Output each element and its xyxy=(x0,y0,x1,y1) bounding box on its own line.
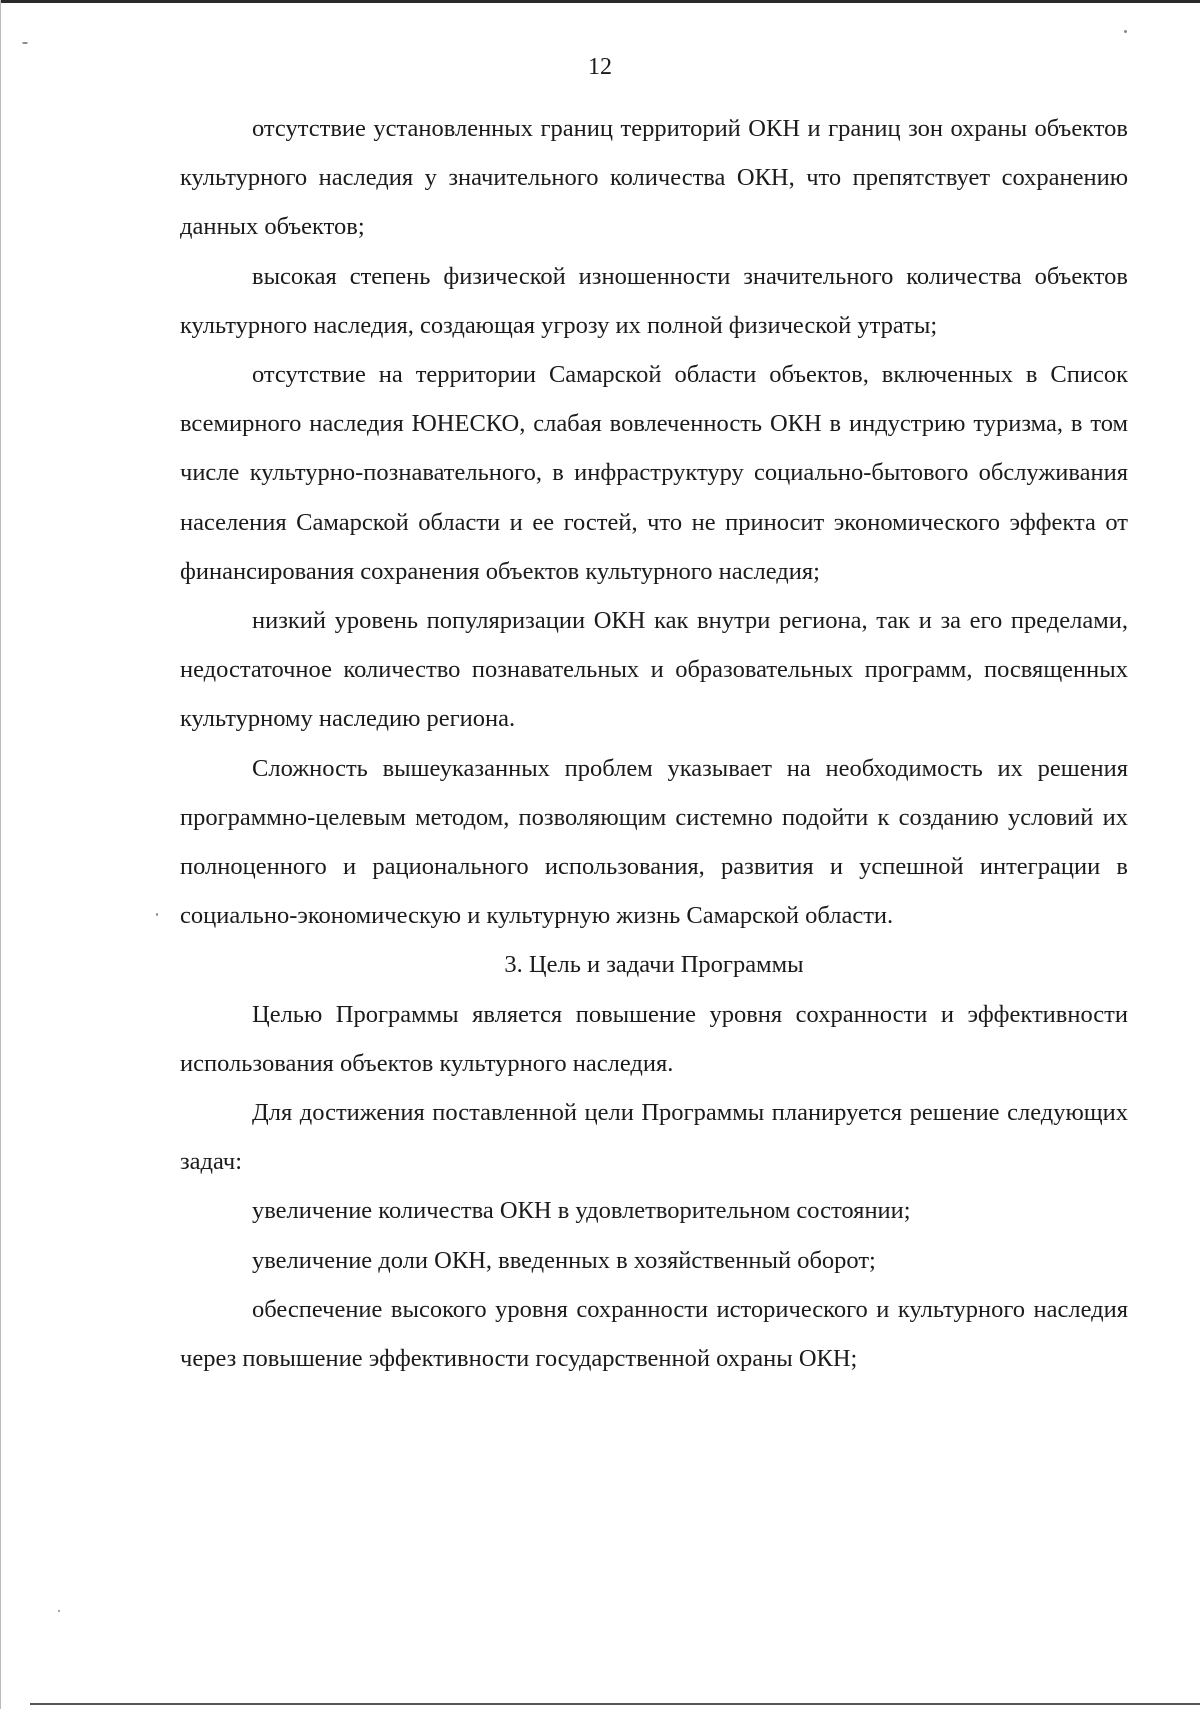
section-heading: 3. Цель и задачи Программы xyxy=(504,951,804,979)
scan-left-edge xyxy=(0,0,1,1709)
scan-speck xyxy=(58,1610,60,1612)
scan-speck xyxy=(156,913,158,916)
list-item: обеспечение высокого уровня сохранности исторического и культурного наследия через повышение эффективности государственной охраны ОКН; xyxy=(180,1295,1128,1373)
paragraph: низкий уровень популяризации ОКН как внутри региона, так и за его пределами, недостаточное количество познавательных и образовательных программ, посвященных культурному наследию региона. xyxy=(180,607,1128,733)
paragraph: отсутствие на территории Самарской области объектов, включенных в Список всемирного наследия ЮНЕСКО, слабая вовлеченность ОКН в индустрию туризма, в том числе культурно-познавательного, в инфраструктуру социально-бытового обслуживания населения Самарской области и ее гостей, что не приносит экономического эффекта от финансирования сохранения объектов культурного наследия; xyxy=(180,361,1128,585)
page-number: 12 xyxy=(588,54,612,80)
document-text xyxy=(180,104,1128,1383)
paragraph: Целью Программы является повышение уровня сохранности и эффективности использования объектов культурного наследия. xyxy=(180,1000,1128,1077)
list-item: увеличение количества ОКН в удовлетворительном состоянии; xyxy=(252,1197,911,1225)
paragraph: Для достижения поставленной цели Программы планируется решение следующих задач: xyxy=(180,1099,1128,1176)
paragraph: Сложность вышеуказанных проблем указывает на необходимость их решения программно-целевым методом, позволяющим системно подойти к созданию условий их полноценного и рационального использования, развития и успешной интеграции в социально-экономическую и культурную жизнь Самарской области. xyxy=(180,754,1128,930)
scan-bottom-edge xyxy=(30,1703,1200,1705)
scan-speck xyxy=(1124,30,1127,33)
scan-speck xyxy=(22,42,28,44)
paragraph: отсутствие установленных границ территорий ОКН и границ зон охраны объектов культурного наследия у значительного количества ОКН, что препятствует сохранению данных объектов; xyxy=(180,115,1128,241)
list-item: увеличение доли ОКН, введенных в хозяйственный оборот; xyxy=(252,1246,876,1274)
paragraph: высокая степень физической изношенности значительного количества объектов культурного наследия, создающая угрозу их полной физической утраты; xyxy=(180,262,1128,339)
scan-top-edge xyxy=(0,0,1200,3)
